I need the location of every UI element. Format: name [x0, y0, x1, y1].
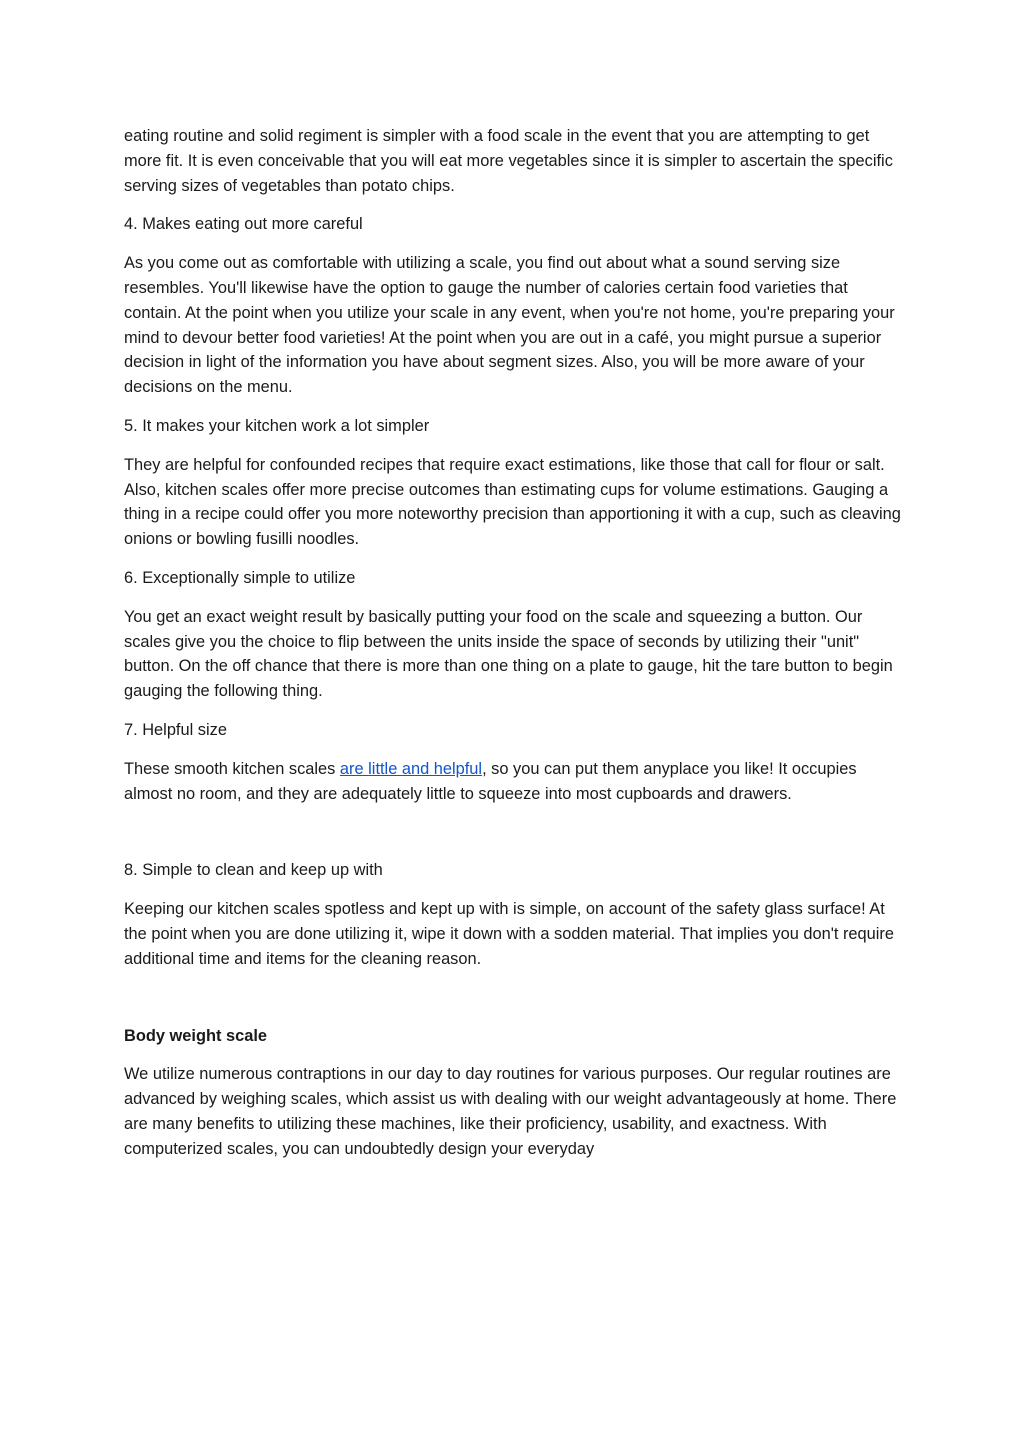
- little-and-helpful-link[interactable]: are little and helpful: [339, 759, 483, 778]
- section-paragraph-7: [124, 757, 904, 807]
- body-weight-scale-heading: Body weight scale: [124, 1026, 268, 1045]
- section-heading-5: 5. It makes your kitchen work a lot simpler: [124, 416, 430, 435]
- spacer: [124, 820, 904, 858]
- paragraph-7-text-after: , so you can put them anyplace you like! It occupies almost no room, and they are adequately little to squeeze into most cupboards and drawers.: [124, 759, 857, 803]
- section-heading-7: 7. Helpful size: [124, 720, 227, 739]
- section-heading-8: 8. Simple to clean and keep up with: [124, 861, 383, 880]
- paragraph-7-text-before: These smooth kitchen scales: [124, 759, 340, 778]
- section-paragraph-6: You get an exact weight result by basically putting your food on the scale and squeezing a button. Our scales give you the choice to flip between the units inside the space of seconds by utilizing their "unit" button. On the off chance that there is more than one thing on a plate to gauge, hit the tare button to begin gauging the following thing.: [124, 607, 893, 701]
- section-paragraph-5: They are helpful for confounded recipes that require exact estimations, like those that call for flour or salt. Also, kitchen scales offer more precise outcomes than estimating cups for volume estimations. Gauging a thing in a recipe could offer you more noteworthy precision than apportioning it with a cup, such as cleaving onions or bowling fusilli noodles.: [124, 455, 901, 549]
- section-heading-6: 6. Exceptionally simple to utilize: [124, 568, 356, 587]
- body-weight-scale-paragraph: We utilize numerous contraptions in our day to day routines for various purposes. Our regular routines are advanced by weighing scales, which assist us with dealing with our weight advantageously at home. There are many benefits to utilizing these machines, like their proficiency, usability, and exactness. With computerized scales, you can undoubtedly design your everyday: [124, 1065, 897, 1158]
- document-page: [124, 124, 904, 1176]
- section-paragraph-4: As you come out as comfortable with utilizing a scale, you find out about what a sound serving size resembles. You'll likewise have the option to gauge the number of calories certain food varieties that contain. At the point when you utilize your scale in any event, when you're not home, you're preparing your mind to devour better food varieties! At the point when you are out in a café, you might pursue a superior decision in light of the information you have about segment sizes. Also, you will be more aware of your decisions on the menu.: [124, 254, 895, 397]
- spacer: [124, 986, 904, 1024]
- intro-paragraph: eating routine and solid regiment is simpler with a food scale in the event that you are attempting to get more fit. It is even conceivable that you will eat more vegetables since it is simpler to ascertain the specific serving sizes of vegetables than potato chips.: [124, 127, 893, 195]
- section-paragraph-8: Keeping our kitchen scales spotless and kept up with is simple, on account of the safety glass surface! At the point when you are done utilizing it, wipe it down with a sodden material. That implies you don't require additional time and items for the cleaning reason.: [124, 900, 894, 968]
- section-heading-4: 4. Makes eating out more careful: [124, 215, 363, 234]
